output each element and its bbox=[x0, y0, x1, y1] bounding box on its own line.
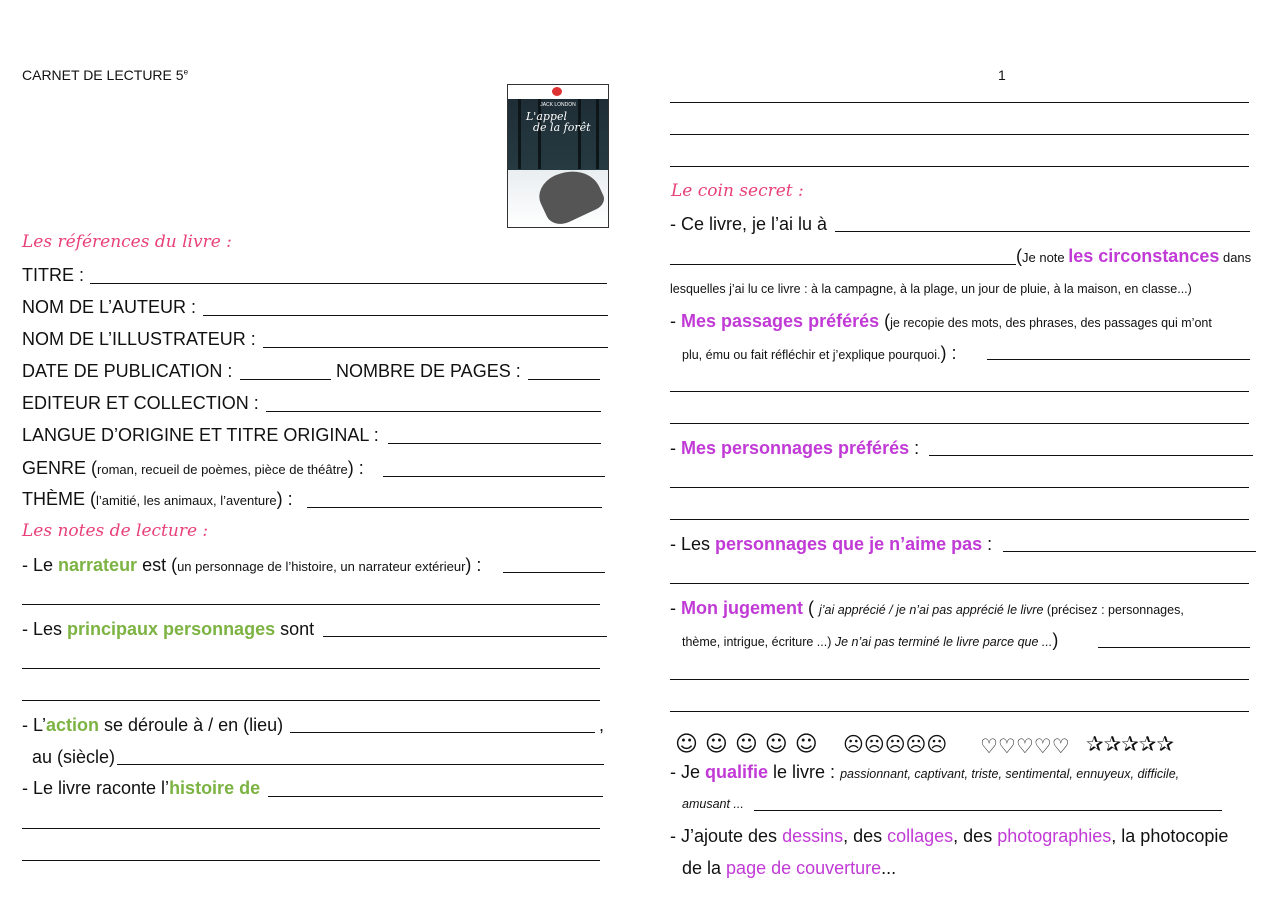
action-comma: , bbox=[599, 715, 605, 735]
passages-field-line2[interactable] bbox=[670, 391, 1249, 392]
ajoute-text: - J’ajoute des dessins, des collages, des photographies, la photocopie bbox=[670, 826, 1229, 846]
personnages-field-line2[interactable] bbox=[22, 668, 600, 669]
qualifie-field[interactable] bbox=[754, 810, 1222, 811]
passages-label-line2: plu, ému ou fait réfléchir et j’explique pourquoi.) : bbox=[682, 343, 957, 363]
lu-field[interactable] bbox=[835, 231, 1250, 232]
auteur-field[interactable] bbox=[203, 315, 608, 316]
ajoute-text-line2: de la page de couverture... bbox=[682, 858, 897, 878]
editeur-field[interactable] bbox=[266, 411, 601, 412]
cover-title: L'appel de la forêt bbox=[526, 110, 591, 134]
auteur-label: NOM DE L’AUTEUR : bbox=[22, 297, 197, 317]
personnages-naime-pas-field-line2[interactable] bbox=[670, 583, 1249, 584]
illustrateur-field[interactable] bbox=[263, 347, 608, 348]
continued-line-2[interactable] bbox=[670, 134, 1249, 135]
personnages-naime-pas-label: - Les personnages que je n’aime pas : bbox=[670, 534, 993, 554]
theme-field[interactable] bbox=[307, 507, 602, 508]
action-label: - L’action se déroule à / en (lieu) bbox=[22, 715, 284, 735]
histoire-field-line3[interactable] bbox=[22, 860, 600, 861]
histoire-field-line2[interactable] bbox=[22, 828, 600, 829]
nombre-pages-field[interactable] bbox=[528, 379, 600, 380]
personnages-preferes-field-line2[interactable] bbox=[670, 487, 1249, 488]
cover-author: JACK LONDON bbox=[540, 102, 576, 108]
smiley-rating-icon[interactable]: ☺ ☺ ☺ ☺ ☺ bbox=[675, 732, 818, 757]
nombre-pages-label: NOMBRE DE PAGES : bbox=[336, 361, 521, 381]
publisher-logo-icon bbox=[552, 87, 562, 96]
personnages-preferes-label: - Mes personnages préférés : bbox=[670, 438, 920, 458]
passages-field[interactable] bbox=[987, 359, 1250, 360]
langue-label: LANGUE D’ORIGINE ET TITRE ORIGINAL : bbox=[22, 425, 379, 445]
histoire-label: - Le livre raconte l’histoire de bbox=[22, 778, 261, 798]
page-number: 1 bbox=[998, 67, 1006, 83]
titre-field[interactable] bbox=[90, 283, 607, 284]
document-header: CARNET DE LECTURE 5e bbox=[22, 67, 189, 83]
book-cover-image bbox=[507, 84, 609, 228]
frown-rating-icon[interactable]: ☹☹☹☹☹ bbox=[843, 732, 948, 756]
jugement-field[interactable] bbox=[1098, 647, 1250, 648]
coin-secret-heading: Le coin secret : bbox=[671, 181, 804, 201]
lu-field-line2[interactable] bbox=[670, 264, 1016, 265]
qualifie-label: - Je qualifie le livre : passionnant, captivant, triste, sentimental, ennuyeux, difficile, bbox=[670, 762, 1180, 782]
personnages-label: - Les principaux personnages sont bbox=[22, 619, 315, 639]
editeur-label: EDITEUR ET COLLECTION : bbox=[22, 393, 259, 413]
histoire-field[interactable] bbox=[268, 796, 603, 797]
illustrateur-label: NOM DE L’ILLUSTRATEUR : bbox=[22, 329, 256, 349]
titre-label: TITRE : bbox=[22, 265, 84, 285]
action-lieu-field[interactable] bbox=[290, 732, 595, 733]
jugement-field-line3[interactable] bbox=[670, 711, 1249, 712]
personnages-preferes-field[interactable] bbox=[929, 455, 1253, 456]
personnages-naime-pas-field[interactable] bbox=[1003, 551, 1256, 552]
personnages-field-line3[interactable] bbox=[22, 700, 600, 701]
circonstances-note-line2: lesquelles j’ai lu ce livre : à la campagne, à la plage, un jour de pluie, à la maison, en classe...) bbox=[670, 282, 1192, 296]
jugement-label-line2: thème, intrigue, écriture ...) Je n’ai pas terminé le livre parce que ...) bbox=[682, 630, 1059, 650]
genre-label: GENRE (roman, recueil de poèmes, pièce de théâtre) : bbox=[22, 458, 364, 478]
date-publication-field[interactable] bbox=[240, 379, 331, 380]
passages-field-line3[interactable] bbox=[670, 423, 1249, 424]
continued-line-1[interactable] bbox=[670, 102, 1249, 103]
heart-rating-icon[interactable]: ♡♡♡♡♡ bbox=[980, 734, 1070, 758]
wolf-image bbox=[533, 161, 608, 228]
theme-label: THÈME (l’amitié, les animaux, l’aventure) : bbox=[22, 489, 293, 509]
personnages-field[interactable] bbox=[323, 636, 607, 637]
narrateur-field[interactable] bbox=[503, 572, 605, 573]
langue-field[interactable] bbox=[388, 443, 601, 444]
personnages-preferes-field-line3[interactable] bbox=[670, 519, 1249, 520]
continued-line-3[interactable] bbox=[670, 166, 1249, 167]
qualifie-label-line2: amusant ... bbox=[682, 797, 744, 811]
jugement-field-line2[interactable] bbox=[670, 679, 1249, 680]
siecle-label: au (siècle) bbox=[32, 747, 116, 767]
circonstances-note: (Je note les circonstances dans bbox=[1016, 246, 1252, 266]
references-heading: Les références du livre : bbox=[22, 232, 232, 252]
star-rating-icon[interactable]: ✰✰✰✰✰ bbox=[1086, 732, 1174, 756]
siecle-field[interactable] bbox=[117, 764, 604, 765]
date-publication-label: DATE DE PUBLICATION : bbox=[22, 361, 233, 381]
notes-heading: Les notes de lecture : bbox=[22, 521, 209, 541]
genre-field[interactable] bbox=[383, 476, 605, 477]
narrateur-label: - Le narrateur est (un personnage de l’histoire, un narrateur extérieur) : bbox=[22, 555, 482, 575]
jugement-label: - Mon jugement ( j’ai apprécié / je n’ai pas apprécié le livre (précisez : personnages, bbox=[670, 598, 1184, 618]
lu-label: - Ce livre, je l’ai lu à bbox=[670, 214, 828, 234]
narrateur-field-line2[interactable] bbox=[22, 604, 600, 605]
passages-label: - Mes passages préférés (je recopie des mots, des phrases, des passages qui m’ont bbox=[670, 311, 1212, 331]
